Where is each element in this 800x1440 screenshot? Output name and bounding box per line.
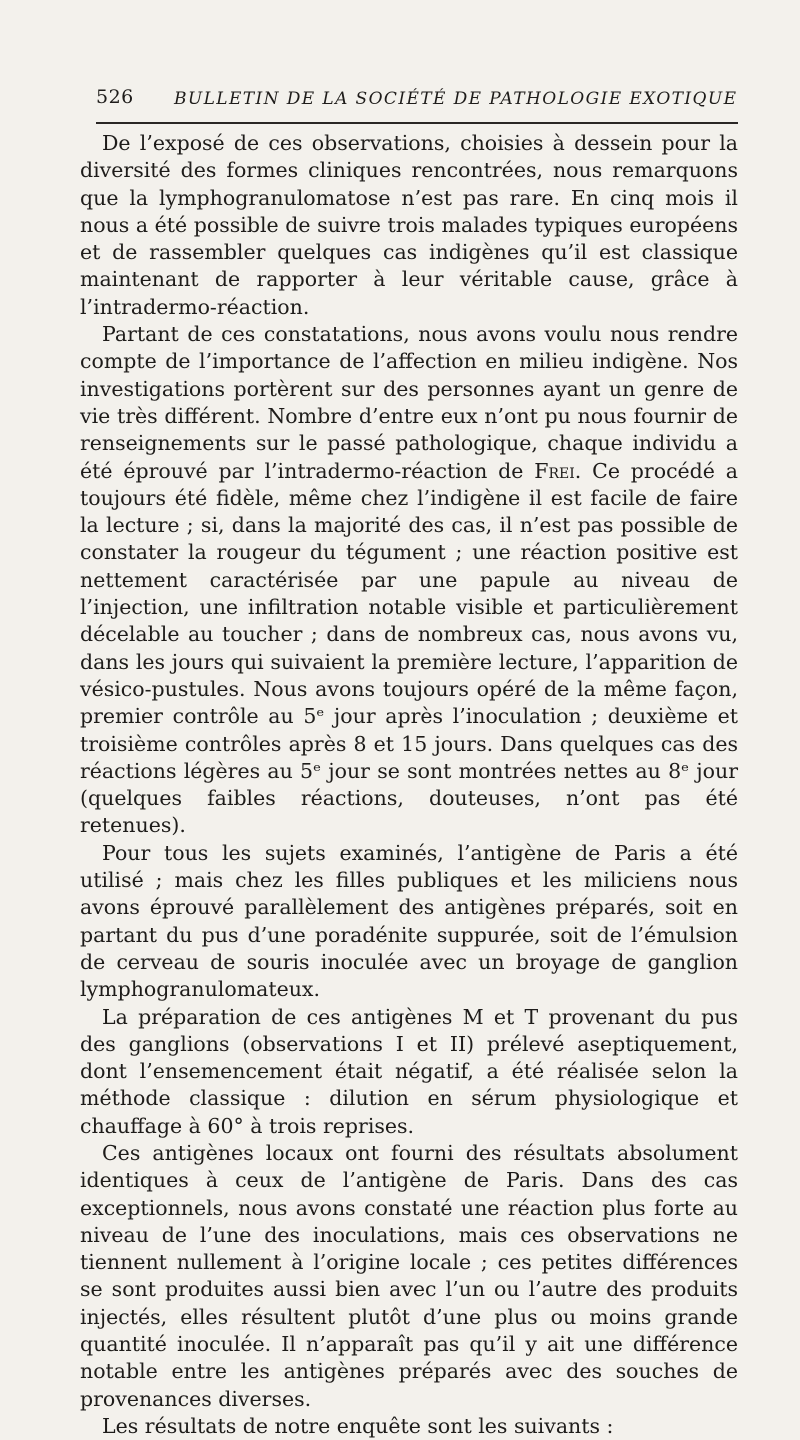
paragraph-2-part-1: Partant de ces constatations, nous avons voulu nous rendre compte de l’importance de l’affection en milieu indigène. Nos investigations portèrent sur des personnes ayant un genre de vie très différent. Nombre d’entre eux n’ont pu nous fournir de renseignements sur le passé pathologique, chaque individu a été éprouvé par l’intradermo-réaction de [80,322,738,483]
paragraph-5: Ces antigènes locaux ont fourni des résultats absolument identiques à ceux de l’antigène de Paris. Dans des cas exceptionnels, nous avons constaté une réaction plus forte au niveau de l’une des inoculations, mais ces observations ne tiennent nullement à l’origine locale ; ces petites différences se sont produites aussi bien avec l’un ou l’autre des produits injectés, elles résultent plutôt d’une plus ou moins grande quantité inoculée. Il n’apparaît pas qu’il y ait une différence notable entre les antigènes préparés avec des souches de provenances diverses. [80,1140,738,1411]
paragraph-2 [80,321,738,840]
paragraph-1: De l’exposé de ces observations, choisies à dessein pour la diversité des formes cliniques rencontrées, nous remarquons que la lymphogranulomatose n’est pas rare. En cinq mois il nous a été possible de suivre trois malades typiques européens et de rassembler quelques cas indigènes qu’il est classique maintenant de rapporter à leur véritable cause, grâce à l’intradermo-réaction. [80,131,738,319]
paragraph-3: Pour tous les sujets examinés, l’antigène de Paris a été utilisé ; mais chez les filles publiques et les miliciens nous avons éprouvé parallèlement des antigènes préparés, soit en partant du pus d’une poradénite suppurée, soit de l’émulsion de cerveau de souris inoculée avec un broyage de ganglion lymphogranulomateux. [80,840,738,1002]
header-rule [96,122,738,124]
page-number: 526 [96,86,134,108]
author-name-frei: Frei [534,458,575,483]
article-body [80,130,738,1440]
running-head: BULLETIN DE LA SOCIÉTÉ DE PATHOLOGIE EXOTIQUE [174,89,738,109]
paragraph-6: Les résultats de notre enquête sont les suivants : [102,1413,614,1438]
paragraph-2-part-2: . Ce procédé a toujours été fidèle, même chez l’indigène il est facile de faire la lecture ; si, dans la majorité des cas, il n’est pas possible de constater la rougeur du tégument ; une réaction positive est nettement caractérisée par une papule au niveau de l’injection, une infiltration notable visible et particulièrement décelable au toucher ; dans de nombreux cas, nous avons vu, dans les jours qui suivaient la première lecture, l’apparition de vésico-pustules. Nous avons toujours opéré de la même façon, premier contrôle au 5ᵉ jour après l’inoculation ; deuxième et troisième contrôles après 8 et 15 jours. Dans quelques cas des réactions légères au 5ᵉ jour se sont montrées nettes au 8ᵉ jour (quelques faibles réactions, douteuses, n’ont pas été retenues). [80,458,738,838]
paragraph-4: La préparation de ces antigènes M et T provenant du pus des ganglions (observations I et II) prélevé aseptiquement, dont l’ensemencement était négatif, a été réalisée selon la méthode classique : dilution en sérum physiologique et chauffage à 60° à trois reprises. [80,1004,738,1138]
page-header [96,86,738,114]
